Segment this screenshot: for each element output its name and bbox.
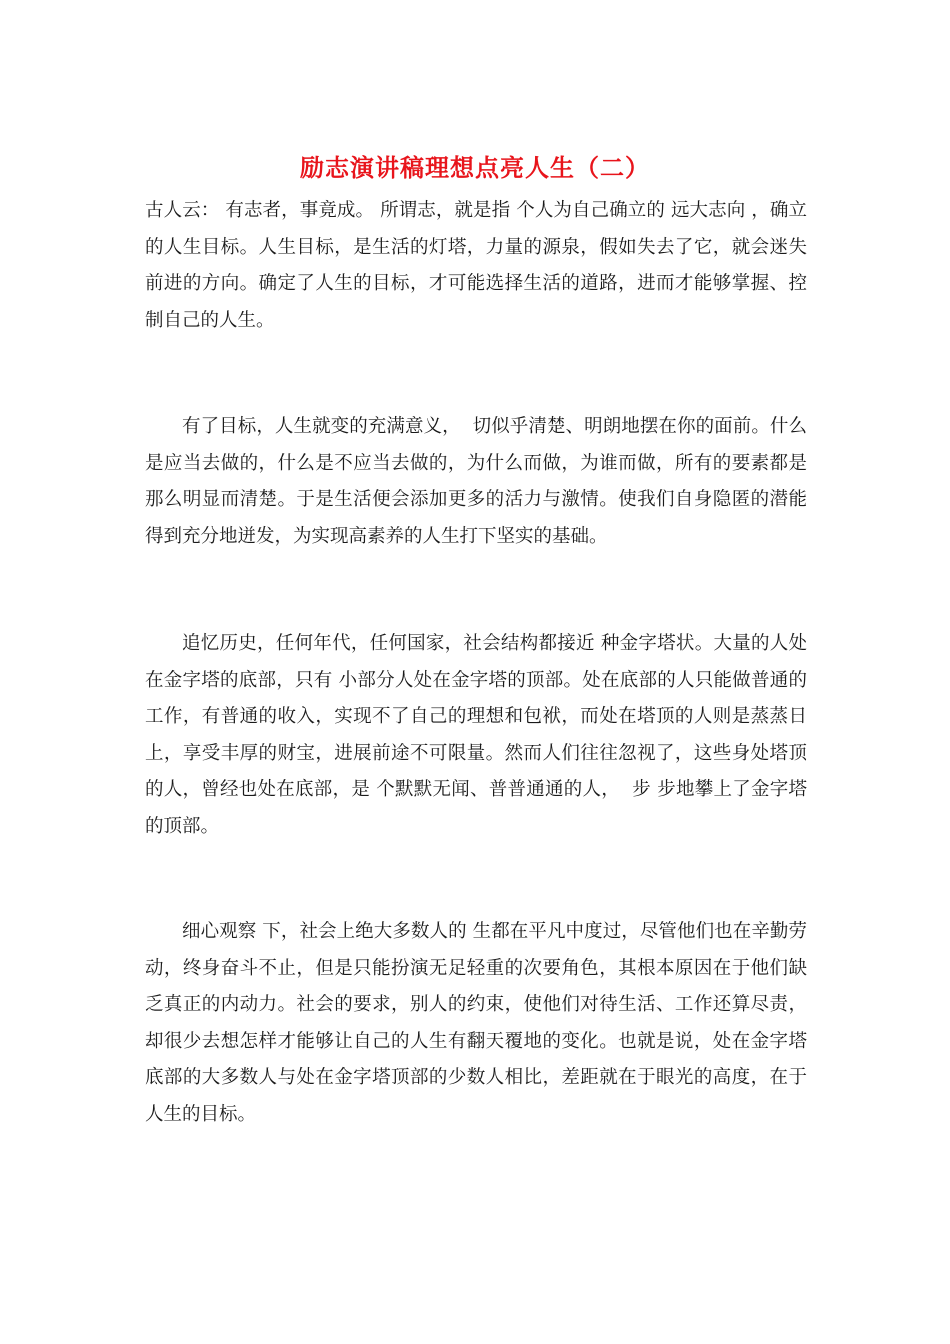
document-title: 励志演讲稿理想点亮人生（二） xyxy=(300,153,650,182)
paragraph-1: 古人云： 有志者，事竟成。 所谓志，就是指 个人为自己确立的 远大志向 ，确立的人生目标。人生目标，是生活的灯塔，力量的源泉，假如失去了它，就会迷失前进的方向。确定了人生的目标，才可能选择生活的道路，进而才能够掌握、控制自己的人生。 xyxy=(145,200,807,331)
paragraph-4: 细心观察 下，社会上绝大多数人的 生都在平凡中度过，尽管他们也在辛勤劳动，终身奋斗不止，但是只能扮演无足轻重的次要角色，其根本原因在于他们缺乏真正的内动力。社会的要求，别人的约束，使他们对待生活、工作还算尽责，却很少去想怎样才能够让自己的人生有翻天覆地的变化。也就是说，处在金字塔底部的大多数人与处在金字塔顶部的少数人相比，差距就在于眼光的高度，在于人生的目标。 xyxy=(145,921,807,1125)
paragraph-2: 有了目标，人生就变的充满意义， 切似乎清楚、明朗地摆在你的面前。什么是应当去做的，什么是不应当去做的，为什么而做，为谁而做，所有的要素都是那么明显而清楚。于是生活便会添加更多的活力与激情。使我们自身隐匿的潜能得到充分地迸发，为实现高素养的人生打下坚实的基础。 xyxy=(145,416,807,547)
paragraph-3: 追忆历史，任何年代，任何国家，社会结构都接近 种金字塔状。大量的人处在金字塔的底部，只有 小部分人处在金字塔的顶部。处在底部的人只能做普通的工作，有普通的收入，实现不了自己的理想和包袱，而处在塔顶的人则是蒸蒸日上，享受丰厚的财宝，进展前途不可限量。然而人们往往忽视了，这些身处塔顶的人，曾经也处在底部，是 个默默无闻、普普通通的人， 步 步地攀上了金字塔的顶部。 xyxy=(145,633,807,837)
